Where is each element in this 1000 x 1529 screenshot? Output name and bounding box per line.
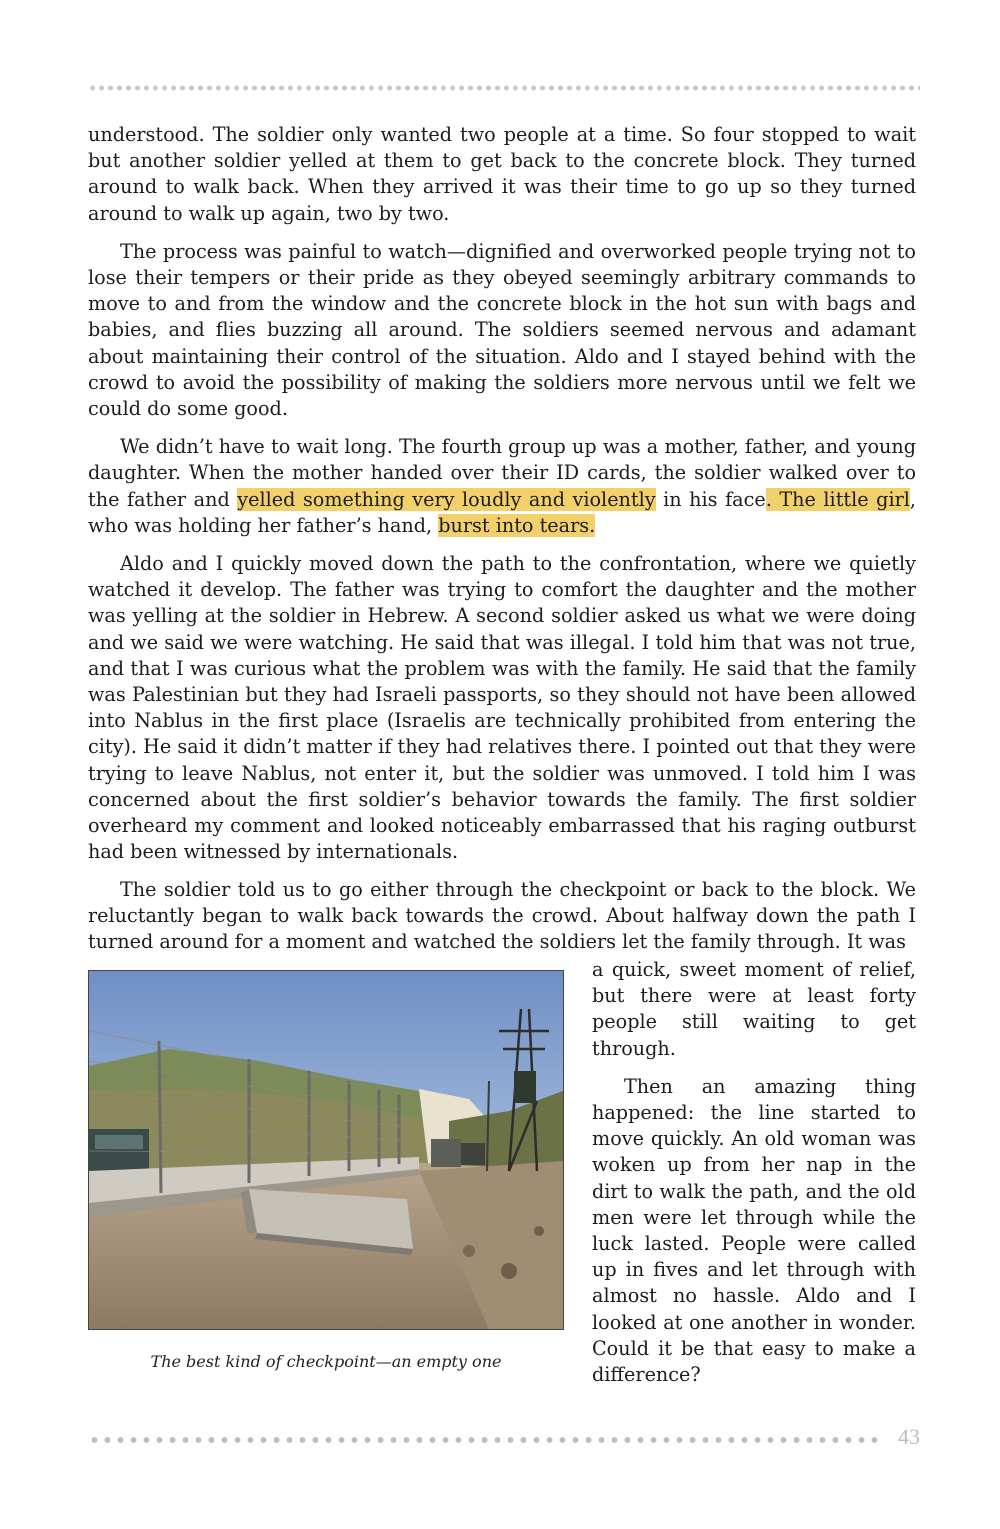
top-dotted-rule bbox=[88, 84, 920, 92]
paragraph-confrontation: Aldo and I quickly moved down the path to the confrontation, where we quietly watched it develop. The father was trying to comfort the daughter and the mother was yelling at the soldier in Hebrew. A second soldier asked us what we were doing and we said we were watching. He said that was illegal. I told him that was not true, and that I was curious what the problem was with the family. He said that the family was Palestinian but they had Israeli passports, so they should not have been allowed into Nablus in the first place (Israelis are technically prohibited from entering the city). He said it didn’t matter if they had relatives there. I pointed out that they were trying to leave Nablus, not enter it, but the soldier was unmoved. I told him I was concerned about the first soldier’s behavior towards the family. The first soldier overheard my comment and looked noticeably embarrassed that his raging outburst had been witnessed by internationals. bbox=[88, 552, 916, 864]
body-text bbox=[88, 122, 916, 865]
bottom-dotted-rule bbox=[88, 1436, 878, 1444]
highlight-little-girl: . The little girl bbox=[765, 487, 910, 511]
highlight-yelled: yelled something very loudly and violently bbox=[237, 487, 656, 511]
photo-caption: The best kind of checkpoint—an empty one bbox=[150, 1352, 502, 1371]
checkpoint-photo bbox=[88, 970, 564, 1330]
side-paragraph-1: a quick, sweet moment of relief, but there were at least forty people still waiting to get through. bbox=[592, 958, 916, 1060]
highlight-burst-into-tears: burst into tears. bbox=[438, 513, 596, 537]
paragraph-3-text-c: , who was holding her father’s hand, bbox=[88, 487, 916, 537]
paragraph-3-text-a: We didn’t have to wait long. The fourth group up was a mother, father, and young daughter. When the mother handed over their ID cards, the soldier walked over to the father and bbox=[88, 435, 916, 511]
page-number: 43 bbox=[898, 1424, 920, 1449]
paragraph-1: understood. The soldier only wanted two people at a time. So four stopped to wait but another soldier yelled at them to get back to the concrete block. They turned around to walk back. When they arrived it was their time to go up so they turned around to walk up again, two by two. bbox=[88, 123, 916, 225]
paragraph-2: The process was painful to watch—dignified and overworked people trying not to lose their tempers or their pride as they obeyed seemingly arbitrary commands to move to and from the window and the concrete block in the hot sun with bags and babies, and flies buzzing all around. The soldiers seemed nervous and adamant about maintaining their control of the situation. Aldo and I stayed behind with the crowd to avoid the possibility of making the soldiers more nervous until we felt we could do some good. bbox=[88, 239, 916, 421]
side-column-text bbox=[592, 957, 916, 1388]
paragraph-highlighted bbox=[88, 434, 916, 539]
paragraph-walk-back: The soldier told us to go either through the checkpoint or back to the block. We reluctantly began to walk back towards the crowd. About halfway down the path I turned around for a moment and watched the soldiers let the family through. It was bbox=[88, 878, 916, 954]
checkpoint-figure bbox=[88, 970, 564, 1371]
side-paragraph-2: Then an amazing thing happened: the line started to move quickly. An old woman was woken up from her nap in the dirt to walk the path, and the old men were let through while the luck lasted. People were called up in fives and let through with almost no hassle. Aldo and I looked at one another in wonder. Could it be that easy to make a difference? bbox=[592, 1074, 916, 1387]
paragraph-3-text-b: in his face bbox=[655, 487, 766, 511]
body-text-continued bbox=[88, 877, 916, 956]
